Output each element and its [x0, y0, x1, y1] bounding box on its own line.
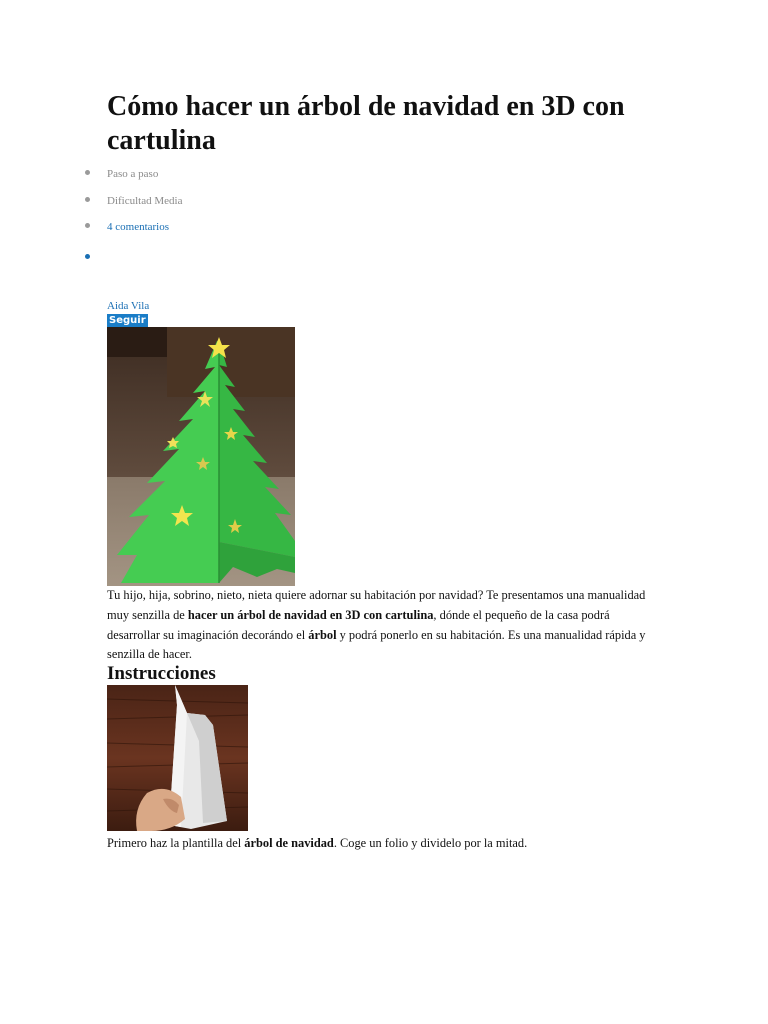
step-bold-text: árbol de navidad	[244, 836, 334, 850]
article-title: Cómo hacer un árbol de navidad en 3D con cartulina	[107, 91, 625, 156]
meta-label: Paso a paso	[107, 168, 159, 180]
meta-label: Dificultad Media	[107, 194, 183, 207]
step-text: . Coge un folio y dividelo por la mitad.	[333, 836, 528, 850]
step-text: Primero haz la plantilla del	[107, 836, 245, 850]
meta-item-comments[interactable]	[85, 220, 182, 247]
folded-paper-photo	[107, 685, 248, 831]
intro-text: Tu hijo, hija, sobrino, nieto, nieta quiere adornar su habitación por navidad? Te presentamos una manualidad muy senzilla de	[107, 588, 646, 622]
follow-button[interactable]: Seguir	[109, 315, 146, 326]
meta-item-empty	[85, 247, 182, 274]
author-link[interactable]: Aida Vila	[107, 300, 150, 312]
instructions-heading: Instrucciones	[107, 663, 216, 684]
step-1-paragraph	[107, 834, 667, 852]
bullet-icon	[85, 170, 90, 175]
intro-paragraph	[107, 586, 655, 665]
intro-bold-text: hacer un árbol de navidad en 3D con cartulina	[187, 607, 434, 622]
meta-item-difficulty	[85, 194, 182, 221]
intro-bold-text: árbol	[308, 627, 337, 642]
intro-text: y podrá ponerlo en su habitación. Es una manualidad rápida y senzilla de hacer.	[107, 627, 646, 662]
bullet-icon	[85, 254, 90, 259]
meta-item-step-by-step	[85, 167, 182, 194]
christmas-tree-photo	[107, 327, 295, 586]
bullet-icon	[85, 197, 90, 202]
intro-text: , dónde el pequeño de la casa podrá desarrollar su imaginación decorándo el	[107, 607, 610, 642]
article-meta-list	[85, 167, 182, 273]
comments-link[interactable]: 4 comentarios	[107, 221, 170, 233]
bullet-icon	[85, 223, 90, 228]
